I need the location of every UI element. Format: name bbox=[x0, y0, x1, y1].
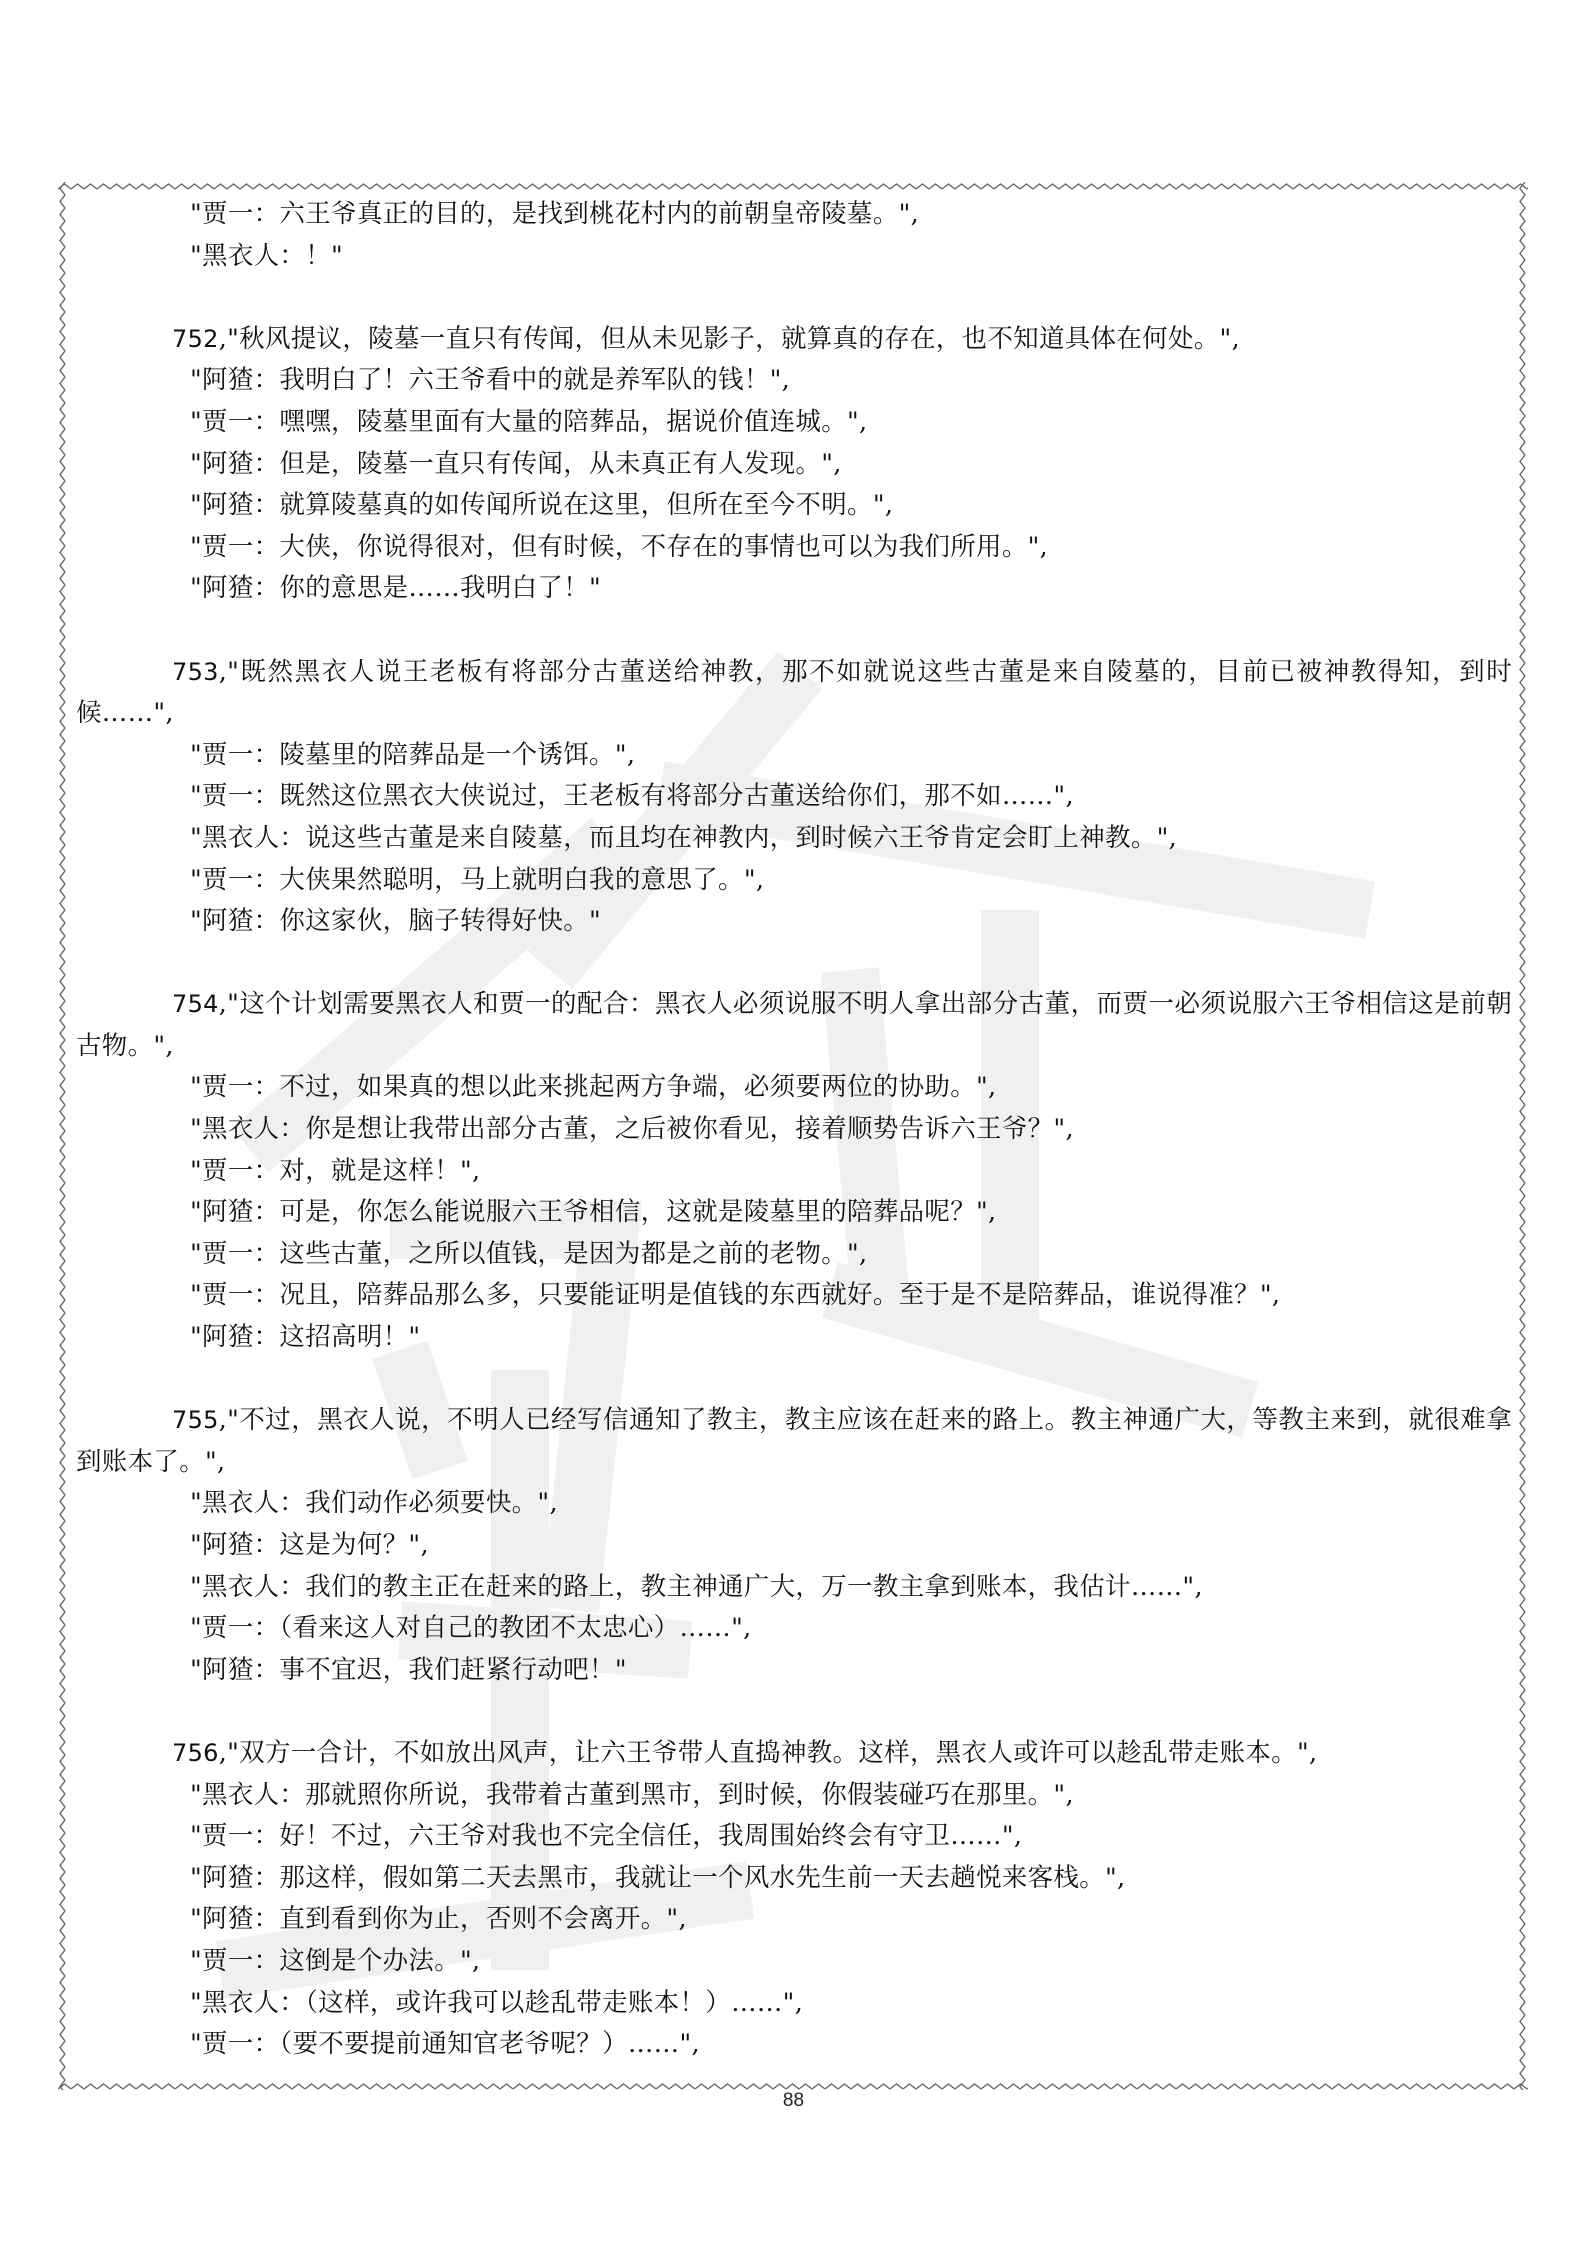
narration-line bbox=[76, 1400, 1512, 1483]
narration-text: ,"不过，黑衣人说，不明人已经写信通知了教主，教主应该在赶来的路上。教主神通广大，等教主来到，就很难拿到账本了。", bbox=[76, 1405, 1512, 1477]
narration-line bbox=[76, 1733, 1512, 1775]
dialogue-line: "贾一：况且，陪葬品那么多，只要能证明是值钱的东西就好。至于是不是陪葬品，谁说得准？", bbox=[190, 1280, 1281, 1311]
dialogue-line: "阿猹：事不宜迟，我们赶紧行动吧！" bbox=[190, 1654, 627, 1685]
dialogue-line: "黑衣人：我们动作必须要快。", bbox=[190, 1488, 558, 1519]
dialogue-block bbox=[76, 319, 1512, 610]
entry-number: 753 bbox=[172, 657, 219, 686]
dialogue-line: "贾一：（看来这人对自己的教团不太忠心）……", bbox=[190, 1613, 752, 1644]
dialogue-block bbox=[76, 984, 1512, 1358]
dialogue-block bbox=[76, 1400, 1512, 1691]
dialogue-line: "黑衣人：我们的教主正在赶来的路上，教主神通广大，万一教主拿到账本，我估计……", bbox=[190, 1571, 1203, 1602]
entry-number: 752 bbox=[172, 324, 219, 353]
dialogue-line: "阿猹：就算陵墓真的如传闻所说在这里，但所在至今不明。", bbox=[190, 490, 894, 521]
dialogue-line: "贾一：大侠果然聪明，马上就明白我的意思了。", bbox=[190, 864, 765, 895]
dialogue-line: "贾一：既然这位黑衣大侠说过，王老板有将部分古董送给你们，那不如……", bbox=[190, 781, 1074, 812]
dialogue-line: "阿猹：但是，陵墓一直只有传闻，从未真正有人发现。", bbox=[190, 448, 842, 479]
page-body bbox=[76, 194, 1512, 2066]
dialogue-line: "贾一：这倒是个办法。", bbox=[190, 1945, 481, 1976]
dialogue-block bbox=[76, 1733, 1512, 2066]
dialogue-line: "贾一：陵墓里的陪葬品是一个诱饵。", bbox=[190, 739, 636, 770]
dialogue-line: "阿猹：可是，你怎么能说服六王爷相信，这就是陵墓里的陪葬品呢？", bbox=[190, 1197, 997, 1228]
dialogue-line: "阿猹：这招高明！" bbox=[190, 1322, 421, 1353]
dialogue-line: "黑衣人：你是想让我带出部分古董，之后被你看见，接着顺势告诉六王爷？", bbox=[190, 1114, 1074, 1145]
narration-line bbox=[76, 652, 1512, 735]
entry-number: 755 bbox=[172, 1406, 219, 1435]
dialogue-line: "黑衣人：说这些古董是来自陵墓，而且均在神教内，到时候六王爷肯定会盯上神教。", bbox=[190, 822, 1178, 853]
dialogue-line: "阿猹：你这家伙，脑子转得好快。" bbox=[190, 906, 602, 937]
dialogue-line: "阿猹：那这样，假如第二天去黑市，我就让一个风水先生前一天去趟悦来客栈。", bbox=[190, 1862, 1126, 1893]
dialogue-line: "贾一：大侠，你说得很对，但有时候，不存在的事情也可以为我们所用。", bbox=[190, 531, 1049, 562]
dialogue-line: "阿猹：直到看到你为止，否则不会离开。", bbox=[190, 1904, 687, 1935]
dialogue-line: "贾一：好！不过，六王爷对我也不完全信任，我周围始终会有守卫……", bbox=[190, 1821, 1023, 1852]
dialogue-line: "贾一：（要不要提前通知官老爷呢？）……", bbox=[190, 2029, 700, 2060]
narration-text: ,"这个计划需要黑衣人和贾一的配合：黑衣人必须说服不明人拿出部分古董，而贾一必须说服六王爷相信这是前朝古物。", bbox=[76, 989, 1512, 1061]
narration-text: ,"双方一合计，不如放出风声，让六王爷带人直捣神教。这样，黑衣人或许可以趁乱带走账本。", bbox=[218, 1737, 1318, 1768]
dialogue-line: "阿猹：我明白了！六王爷看中的就是养军队的钱！", bbox=[190, 365, 791, 396]
narration-line bbox=[76, 984, 1512, 1067]
dialogue-line: "阿猹：你的意思是……我明白了！" bbox=[190, 573, 602, 604]
dialogue-line: "贾一：这些古董，之所以值钱，是因为都是之前的老物。", bbox=[190, 1238, 868, 1269]
narration-line bbox=[76, 319, 1512, 361]
dialogue-line: "贾一：对，就是这样！", bbox=[190, 1155, 481, 1186]
dialogue-block bbox=[76, 652, 1512, 943]
dialogue-line: "阿猹：这是为何？", bbox=[190, 1530, 429, 1560]
dialogue-line: "贾一：六王爷真正的目的，是找到桃花村内的前朝皇帝陵墓。", bbox=[190, 199, 920, 229]
dialogue-block bbox=[76, 194, 1512, 277]
dialogue-line: "贾一：不过，如果真的想以此来挑起两方争端，必须要两位的协助。", bbox=[190, 1072, 997, 1103]
dialogue-line: "黑衣人：！" bbox=[190, 240, 344, 271]
dialogue-line: "黑衣人：那就照你所说，我带着古董到黑市，到时候，你假装碰巧在那里。", bbox=[190, 1779, 1074, 1810]
narration-text: ,"秋风提议，陵墓一直只有传闻，但从未见影子，就算真的存在，也不知道具体在何处。", bbox=[218, 323, 1240, 354]
dialogue-line: "黑衣人：（这样，或许我可以趁乱带走账本！）……", bbox=[190, 1987, 804, 2018]
dialogue-line: "贾一：嘿嘿，陵墓里面有大量的陪葬品，据说价值连城。", bbox=[190, 406, 868, 437]
entry-number: 754 bbox=[172, 990, 219, 1019]
page-number: 88 bbox=[782, 2090, 805, 2111]
narration-text: ,"既然黑衣人说王老板有将部分古董送给神教，那不如就说这些古董是来自陵墓的，目前已被神教得知，到时候……", bbox=[76, 656, 1512, 729]
entry-number: 756 bbox=[172, 1738, 219, 1767]
